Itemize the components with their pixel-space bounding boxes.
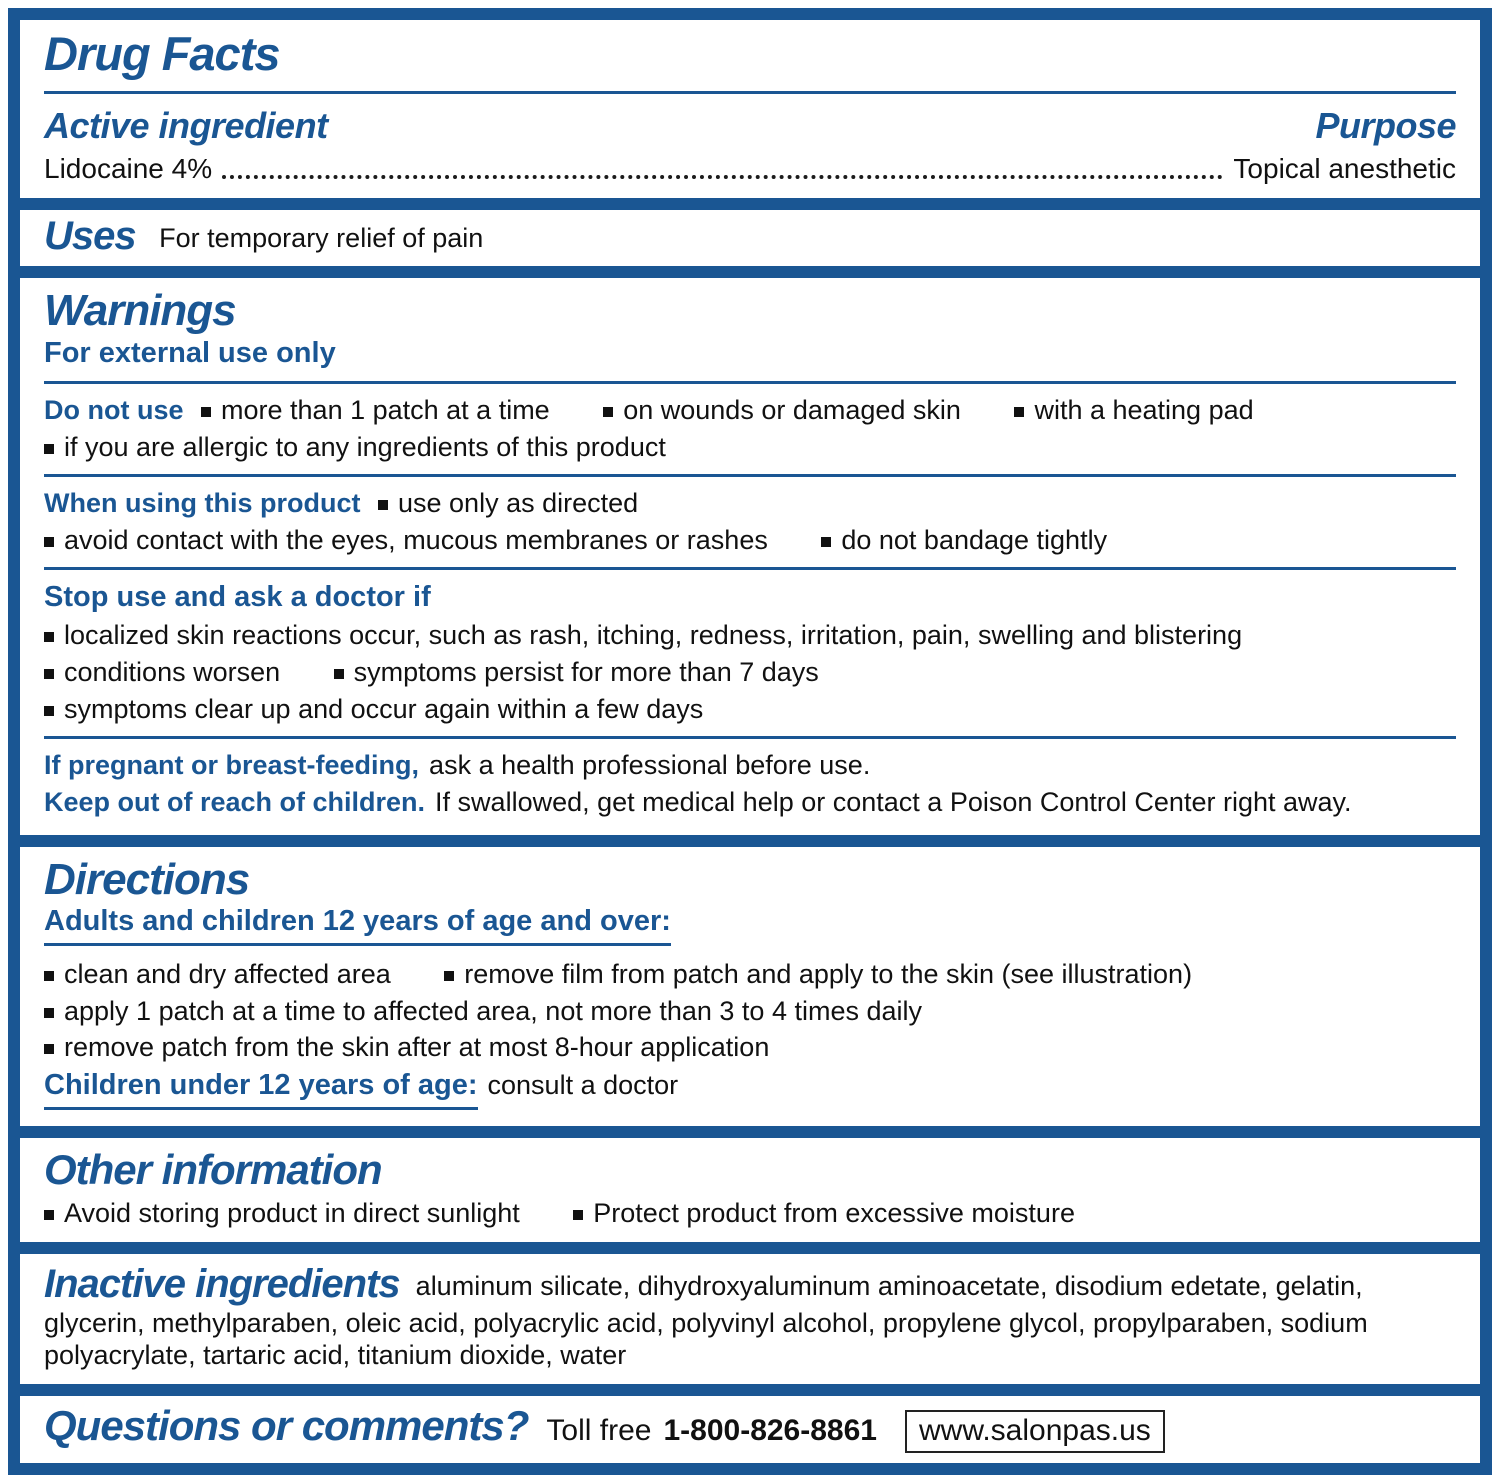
pregnant-label: If pregnant or breast-feeding, bbox=[44, 750, 420, 781]
direction-item bbox=[444, 959, 1192, 989]
children-under-12-text: consult a doctor bbox=[487, 1070, 679, 1101]
purpose-value: Topical anesthetic bbox=[1233, 152, 1456, 184]
inactive-ingredients-text: aluminum silicate, dihydroxyaluminum aminoacetate, disodium edetate, gelatin, glycerin, methylparaben, oleic acid, polyacrylic acid, polyvinyl alcohol, propylene glycol, propylparaben, sodium polyacrylate, tartaric acid, titanium dioxide, water bbox=[44, 1270, 1368, 1371]
bullet-icon bbox=[603, 407, 613, 417]
other-info-item bbox=[44, 1198, 520, 1228]
divider bbox=[44, 567, 1456, 570]
bullet-icon bbox=[44, 632, 54, 642]
other-information-heading: Other information bbox=[44, 1145, 382, 1193]
warning-item-text: avoid contact with the eyes, mucous membranes or rashes bbox=[64, 524, 768, 555]
label-frame bbox=[8, 8, 1492, 1475]
do-not-use-label: Do not use bbox=[44, 395, 184, 426]
bullet-icon bbox=[201, 407, 211, 417]
other-info-item-text: Protect product from excessive moisture bbox=[593, 1197, 1075, 1228]
stop-use-line-3 bbox=[44, 693, 1456, 726]
directions-line-2 bbox=[44, 995, 1456, 1028]
direction-item-text: remove patch from the skin after at most 8-hour application bbox=[64, 1032, 770, 1063]
page-title: Drug Facts bbox=[44, 27, 280, 80]
warning-item bbox=[44, 657, 280, 687]
warning-item-text: conditions worsen bbox=[64, 657, 281, 688]
when-using-line-1 bbox=[44, 487, 1456, 520]
warning-item-text: symptoms clear up and occur again within a few days bbox=[64, 694, 704, 725]
warning-item bbox=[201, 395, 550, 425]
bullet-icon bbox=[44, 1210, 54, 1220]
pregnant-text: ask a health professional before use. bbox=[429, 750, 871, 781]
warning-item-text: with a heating pad bbox=[1034, 395, 1254, 426]
bullet-icon bbox=[44, 1008, 54, 1018]
children-under-12-line bbox=[44, 1068, 1456, 1109]
divider bbox=[44, 91, 1456, 94]
other-info-item-text: Avoid storing product in direct sunlight bbox=[64, 1197, 520, 1228]
toll-free-label: Toll free bbox=[546, 1414, 652, 1448]
warning-item-text: if you are allergic to any ingredients of this product bbox=[64, 432, 666, 463]
direction-item-text: apply 1 patch at a time to affected area, not more than 3 to 4 times daily bbox=[64, 995, 923, 1026]
bullet-icon bbox=[444, 971, 454, 981]
directions-line-1 bbox=[44, 958, 1456, 991]
section-directions bbox=[20, 847, 1480, 1126]
warning-item bbox=[821, 525, 1107, 555]
warning-item bbox=[1014, 395, 1253, 425]
warning-item bbox=[334, 657, 819, 687]
section-questions bbox=[20, 1396, 1480, 1463]
direction-item bbox=[44, 959, 391, 989]
section-active-ingredient bbox=[20, 20, 1480, 198]
dot-leader bbox=[222, 175, 1223, 179]
active-ingredient-row bbox=[44, 152, 1456, 186]
warning-item-text: more than 1 patch at a time bbox=[221, 395, 550, 426]
section-inactive-ingredients bbox=[20, 1254, 1480, 1385]
active-ingredient-heading: Active ingredient bbox=[44, 104, 328, 146]
active-ingredient-name: Lidocaine 4% bbox=[44, 152, 213, 184]
section-warnings bbox=[20, 278, 1480, 834]
keep-out-label: Keep out of reach of children. bbox=[44, 787, 426, 817]
bullet-icon bbox=[821, 537, 831, 547]
bullet-icon bbox=[573, 1210, 583, 1220]
bullet-icon bbox=[44, 669, 54, 679]
uses-text: For temporary relief of pain bbox=[159, 222, 484, 253]
questions-heading: Questions or comments? bbox=[44, 1402, 529, 1450]
when-using-label: When using this product bbox=[44, 488, 361, 518]
bullet-icon bbox=[44, 537, 54, 547]
do-not-use-line-1 bbox=[44, 394, 1456, 427]
direction-item bbox=[44, 996, 922, 1026]
stop-use-line-2 bbox=[44, 656, 1456, 689]
direction-item-text: clean and dry affected area bbox=[64, 958, 391, 989]
bullet-icon bbox=[44, 706, 54, 716]
inactive-ingredients-heading: Inactive ingredients bbox=[44, 1261, 400, 1306]
divider bbox=[44, 474, 1456, 477]
bullet-icon bbox=[44, 444, 54, 454]
adults-subhead-wrap bbox=[44, 904, 1456, 945]
directions-line-3 bbox=[44, 1031, 1456, 1064]
active-ingredient-header-row bbox=[44, 104, 1456, 148]
warning-item bbox=[44, 694, 703, 724]
warning-item-text: localized skin reactions occur, such as rash, itching, redness, irritation, pain, swelling and blistering bbox=[64, 620, 1243, 651]
warning-item bbox=[603, 395, 961, 425]
section-uses bbox=[20, 210, 1480, 267]
warning-item-text: on wounds or damaged skin bbox=[623, 395, 961, 426]
when-using-line-2 bbox=[44, 524, 1456, 557]
questions-row bbox=[44, 1402, 1456, 1453]
warning-item-text: symptoms persist for more than 7 days bbox=[353, 657, 819, 688]
warning-item bbox=[44, 620, 1242, 650]
warning-item bbox=[44, 525, 768, 555]
warnings-heading: Warnings bbox=[44, 286, 236, 336]
section-other-information bbox=[20, 1138, 1480, 1242]
divider bbox=[44, 381, 1456, 384]
stop-use-line-1 bbox=[44, 619, 1456, 652]
warning-item bbox=[378, 488, 638, 518]
divider bbox=[44, 736, 1456, 739]
bullet-icon bbox=[1014, 407, 1024, 417]
directions-heading: Directions bbox=[44, 854, 250, 904]
direction-item bbox=[44, 1032, 769, 1062]
bullet-icon bbox=[44, 1044, 54, 1054]
direction-item-text: remove film from patch and apply to the skin (see illustration) bbox=[464, 958, 1193, 989]
pregnant-paragraph bbox=[44, 749, 1456, 782]
bullet-icon bbox=[378, 500, 388, 510]
keep-out-paragraph bbox=[44, 786, 1456, 819]
other-info-item bbox=[573, 1198, 1075, 1228]
warning-item bbox=[44, 432, 666, 462]
phone-number: 1-800-826-8861 bbox=[663, 1414, 877, 1448]
bullet-icon bbox=[44, 971, 54, 981]
other-information-line bbox=[44, 1197, 1456, 1230]
website-url: www.salonpas.us bbox=[905, 1410, 1165, 1453]
do-not-use-line-2 bbox=[44, 431, 1456, 464]
external-use-subhead: For external use only bbox=[44, 336, 336, 369]
purpose-heading: Purpose bbox=[1315, 104, 1456, 146]
warning-item-text: use only as directed bbox=[398, 488, 639, 518]
uses-heading: Uses bbox=[44, 213, 136, 258]
warning-item-text: do not bandage tightly bbox=[841, 524, 1108, 555]
children-under-12-label: Children under 12 years of age: bbox=[44, 1068, 478, 1109]
bullet-icon bbox=[334, 669, 344, 679]
keep-out-text: If swallowed, get medical help or contact a Poison Control Center right away. bbox=[435, 787, 1352, 817]
stop-use-label: Stop use and ask a doctor if bbox=[44, 580, 431, 613]
adults-subhead: Adults and children 12 years of age and over: bbox=[44, 904, 671, 945]
